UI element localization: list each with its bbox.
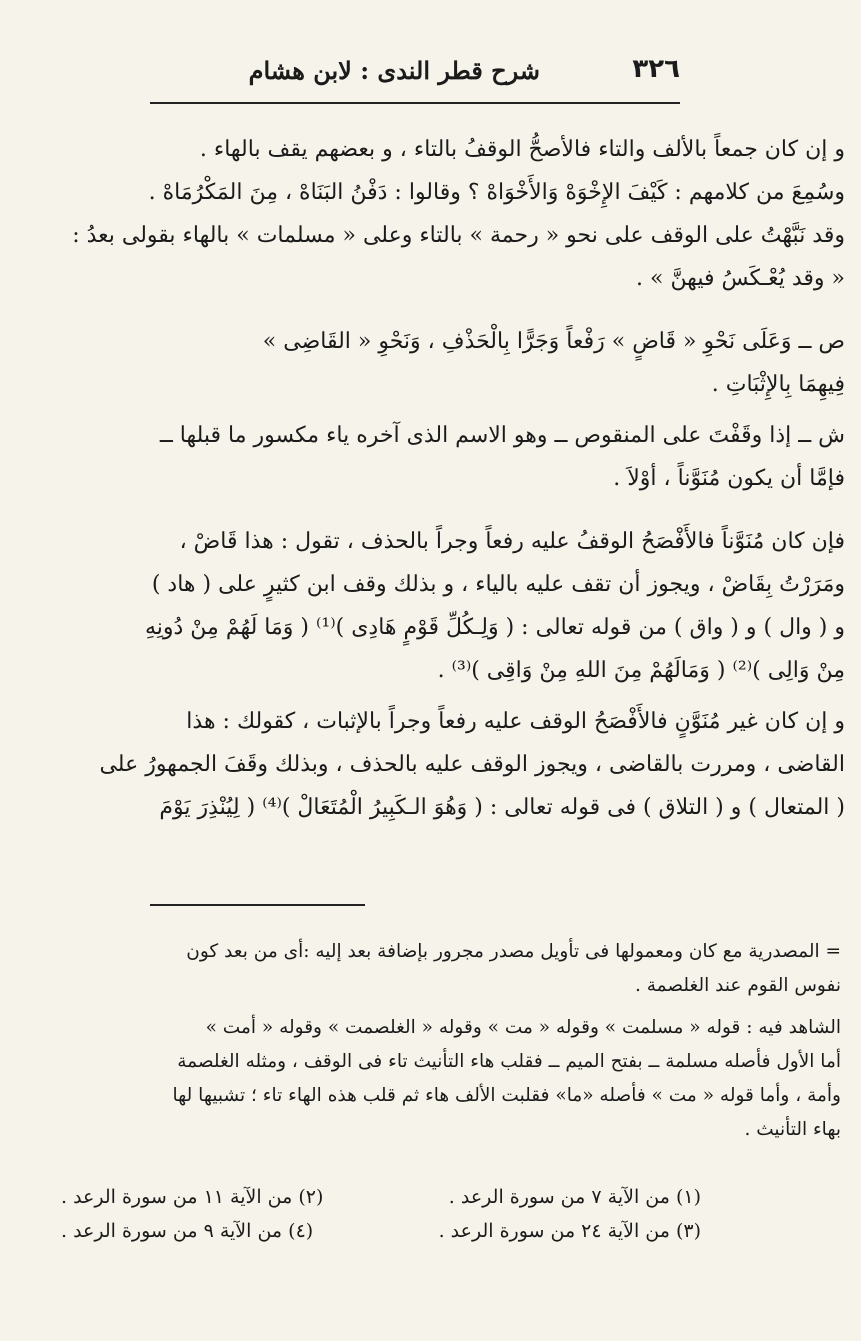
footnote-line: نفوس القوم عند الغلصمة . bbox=[634, 975, 841, 996]
paragraph-matn bbox=[15, 320, 845, 406]
footnote-line: أما الأول فأصله مسلمة ــ بفتح الميم ــ فقلب هاء التأنيث تاء فى الوقف ، ومثله الغلصمة bbox=[177, 1051, 841, 1072]
text-line: فإمَّا أن يكون مُنَوَّناً ، أوْلاَ . bbox=[613, 466, 845, 491]
text-line: فإن كان مُنَوَّناً فالأَفْصَحُ الوقفُ عليه رفعاً وجراً بالحذف ، تقول : هذا قَاضْ ، bbox=[179, 529, 845, 554]
reference-row bbox=[61, 1180, 701, 1214]
footnote-line: الشاهد فيه : قوله « مسلمت » وقوله « مت » وقوله « الغلصمت » وقوله « أمت » bbox=[205, 1017, 841, 1038]
verse-references bbox=[61, 1180, 701, 1248]
text-line: وقد نَبَّهْتُ على الوقف على نحو « رحمة » بالتاء وعلى « مسلمات » بالهاء بقولى بعدُ : bbox=[72, 223, 845, 248]
footnote-line: = المصدرية مع كان ومعمولها فى تأويل مصدر مجرور بإضافة بعد إليه :أى من بعد كون bbox=[186, 941, 841, 962]
text-line: ش ــ إذا وقَفْتَ على المنقوص ــ وهو الاسم الذى آخره ياء مكسور ما قبلها ــ bbox=[159, 423, 845, 448]
text-line: مِنْ وَالِى )⁽²⁾ ( وَمَالَهُمْ مِنَ اللهِ مِنْ وَاقِى )⁽³⁾ . bbox=[437, 658, 845, 683]
text-line: ( المتعال ) و ( التلاق ) فى قوله تعالى : ( وَهُوَ الـكَبِيرُ الْمُتَعَالْ )⁽⁴⁾ ( لِيُنْذِرَ يَوْمَ bbox=[159, 795, 845, 820]
page-header bbox=[150, 50, 680, 104]
text-line: و إن كان غير مُنَوَّنٍ فالأَفْصَحُ الوقف عليه رفعاً وجراً بالإثبات ، كقولك : هذا bbox=[186, 709, 845, 734]
text-line: و إن كان جمعاً بالألف والتاء فالأصحُّ الوقفُ بالتاء ، و بعضهم يقف بالهاء . bbox=[199, 137, 845, 162]
page-number: ٣٢٦ bbox=[632, 54, 680, 84]
text-line: القاضى ، ومررت بالقاضى ، ويجوز الوقف عليه بالحذف ، وبذلك وقَفَ الجمهورُ على bbox=[99, 752, 845, 777]
footnotes bbox=[16, 935, 841, 1147]
reference-row bbox=[61, 1214, 701, 1248]
paragraph-5 bbox=[15, 700, 845, 829]
paragraph-1 bbox=[15, 128, 845, 300]
footnote-line: وأمة ، وأما قوله « مت » فأصله «ما» فقلبت الألف هاء ثم قلب هذه الهاء تاء ؛ تشبيها لها bbox=[172, 1085, 841, 1106]
reference-2: (٢) من الآية ١١ من سورة الرعد . bbox=[61, 1186, 324, 1208]
footnote-divider bbox=[150, 904, 365, 906]
reference-3: (٣) من الآية ٢٤ من سورة الرعد . bbox=[438, 1220, 701, 1242]
text-line: فِيهِمَا بِالإِثْبَاتِ . bbox=[711, 372, 845, 397]
text-line: ومَرَرْتُ بِقَاضْ ، ويجوز أن تقف عليه بالياء ، و بذلك وقف ابن كثيرٍ على ( هاد ) bbox=[151, 572, 845, 597]
text-line: « وقد يُعْـكَسُ فيهنَّ » . bbox=[636, 266, 845, 291]
running-title: شرح قطر الندى : لابن هشام bbox=[248, 56, 540, 85]
footnote-line: بهاء التأنيث . bbox=[744, 1119, 841, 1140]
paragraph-sharh bbox=[15, 414, 845, 500]
reference-4: (٤) من الآية ٩ من سورة الرعد . bbox=[61, 1220, 314, 1242]
text-line: وسُمِعَ من كلامهم : كَيْفَ الإِخْوَهْ وَالأَخْوَاهْ ؟ وقالوا : دَفْنُ البَنَاهْ ، مِنَ المَكْرُمَاهْ . bbox=[148, 180, 845, 205]
reference-1: (١) من الآية ٧ من سورة الرعد . bbox=[448, 1186, 701, 1208]
main-text bbox=[15, 128, 845, 829]
text-line: ص ــ وَعَلَى نَحْوِ « قَاضٍ » رَفْعاً وَجَرًّا بِالْحَذْفِ ، وَنَحْوِ « القَاضِى » bbox=[262, 329, 845, 354]
text-line: و ( وال ) و ( واق ) من قوله تعالى : ( وَلِـكُلِّ قَوْمٍ هَادِى )⁽¹⁾ ( وَمَا لَهُمْ مِنْ دُونِهِ bbox=[144, 615, 845, 640]
paragraph-4 bbox=[15, 520, 845, 692]
